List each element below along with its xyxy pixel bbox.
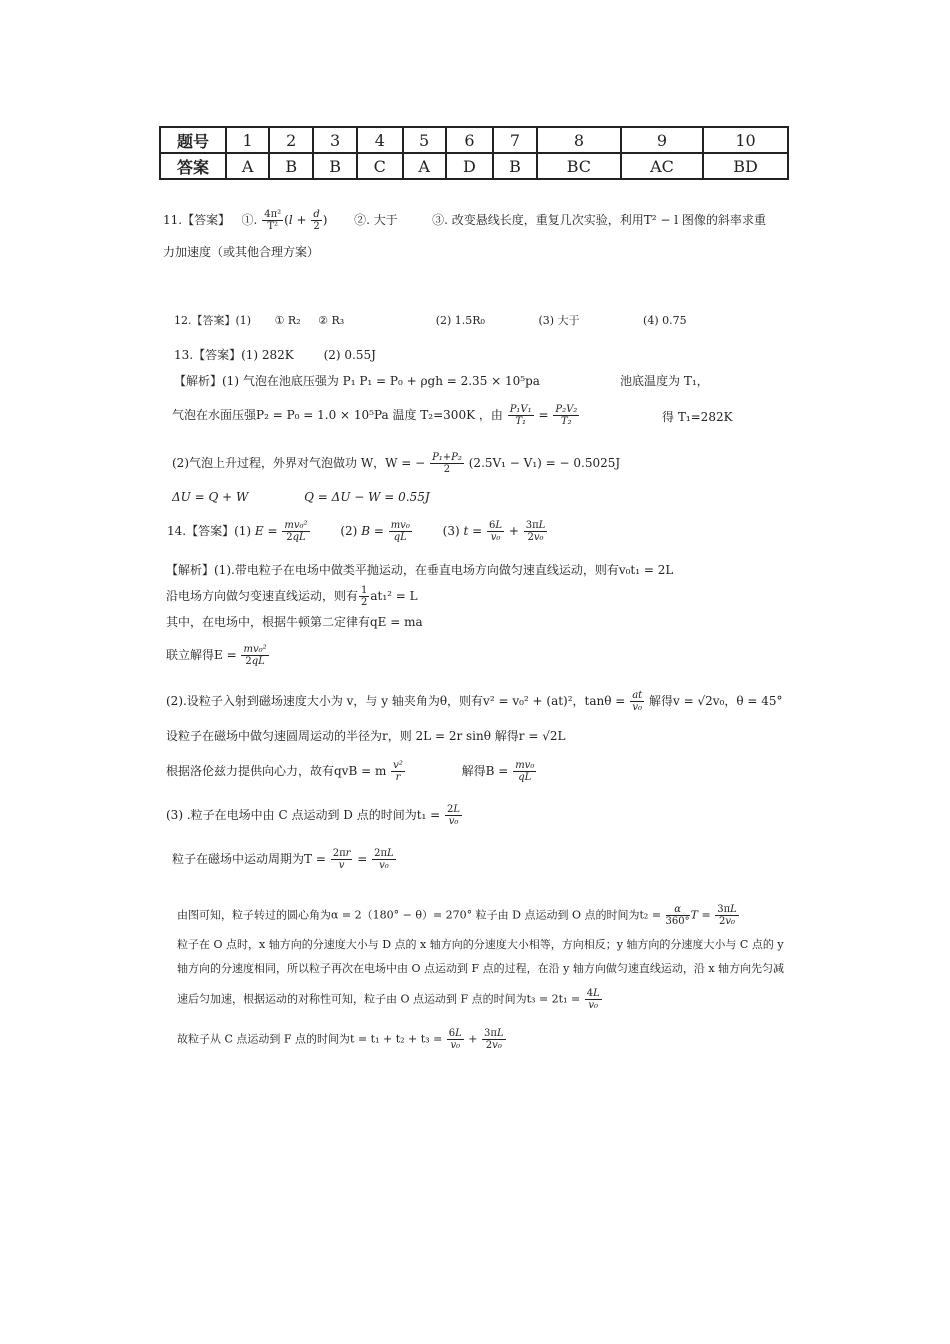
q12-a2: ② R₃ bbox=[318, 314, 345, 327]
q14-ans3: (3) bbox=[442, 524, 460, 538]
table-cell-number: 6 bbox=[446, 127, 493, 153]
table-cell-answer: AC bbox=[621, 153, 703, 179]
q13-line2-right: 得 T₁=282K bbox=[662, 410, 733, 424]
q11-p2: ②. 大于 bbox=[354, 213, 398, 227]
q13-line2: 气泡在水面压强P₂ = P₀ = 1.0 × 10⁵Pa 温度 T₂=300K ，由 $\frac{\text{P₁V₁}}{\text{T₁}}$ = $\frac{\text{P₂V₂}}{\text{T₂}}$ bbox=[172, 404, 578, 427]
q13-line3-text: (2)气泡上升过程，外界对气泡做功 W，W = − bbox=[172, 456, 426, 470]
table-cell-number: 9 bbox=[621, 127, 703, 153]
q14-s4-text: 联立解得E = bbox=[166, 648, 237, 662]
q14-s5-tail: 解得v = √2v₀，θ = 45° bbox=[649, 694, 783, 708]
q12-b: (2) 1.5R₀ bbox=[435, 314, 485, 327]
table-cell-answer: BC bbox=[537, 153, 621, 179]
table-cell-number: 8 bbox=[537, 127, 621, 153]
table-cell-answer: D bbox=[446, 153, 493, 179]
table-cell-answer: C bbox=[357, 153, 402, 179]
q14-s7: 根据洛伦兹力提供向心力，故有qvB = m $\frac{\text{v²}}{r}$ 解得B = $\frac{\text{mv₀}}{qL}$ bbox=[166, 760, 535, 783]
q12-d: (4) 0.75 bbox=[643, 314, 687, 327]
table-cell-answer: A bbox=[226, 153, 269, 179]
q11-formula: $\frac{\text{4π²}}{\text{T²}}$ bbox=[264, 209, 282, 232]
q14-s4: 联立解得E = $\frac{\text{mv₀²}}{2qL}$ bbox=[166, 644, 267, 667]
table-cell-number: 7 bbox=[493, 127, 537, 153]
q13-line1-right: 池底温度为 T₁， bbox=[620, 374, 709, 388]
q12-a1: ① R₂ bbox=[274, 314, 301, 327]
q13-part2: (2) 0.55J bbox=[323, 348, 376, 362]
q14-s13-text: 速后匀加速，根据运动的对称性可知，粒子由 O 点运动到 F 点的时间为t₃ = 2t₁ = bbox=[177, 992, 581, 1006]
q14-s2-tail: at₁² = L bbox=[370, 589, 418, 603]
q14-s2-text: 沿电场方向做匀变速直线运动，则有 bbox=[166, 589, 359, 603]
q14-s2: 沿电场方向做匀变速直线运动，则有 $\frac{1}{2}$ at₁² = L bbox=[166, 585, 418, 608]
q12-line bbox=[174, 312, 687, 328]
q13-line2-text: 气泡在水面压强P₂ = P₀ = 1.0 × 10⁵Pa 温度 T₂=300K ，由 bbox=[172, 408, 503, 422]
q14-ans2: (2) bbox=[340, 524, 358, 538]
q13-label: 13.【答案】(1) 282K bbox=[174, 348, 294, 362]
q13-line3: (2)气泡上升过程，外界对气泡做功 W，W = − $\frac{\text{P₁+P₂}}{2}$ (2.5V₁ − V₁) = − 0.5025J bbox=[172, 452, 621, 475]
table-cell-answer: B bbox=[269, 153, 313, 179]
q14-s7-text: 根据洛伦兹力提供向心力，故有qvB = m bbox=[166, 764, 387, 778]
q11-p3: ③. 改变悬线长度，重复几次实验，利用T² − l 图像的斜率求重 bbox=[432, 213, 766, 227]
q14-s5: (2).设粒子入射到磁场速度大小为 v，与 y 轴夹角为θ，则有v² = v₀² + (at)²，tanθ = $\frac{at}{\text{v₀}}$ 解得v = √2v₀，θ = 45° bbox=[166, 690, 783, 713]
q14-s1: 【解析】(1).带电粒子在电场中做类平抛运动，在垂直电场方向做匀速直线运动，则有v₀t₁ = 2L bbox=[166, 563, 674, 577]
q13-line1: 【解析】(1) 气泡在池底压强为 P₁ P₁ = P₀ + ρgh = 2.35 × 10⁵pa bbox=[174, 374, 540, 388]
q14-s3: 其中，在电场中，根据牛顿第二定律有qE = ma bbox=[166, 615, 423, 629]
table-cell-number: 10 bbox=[703, 127, 788, 153]
q14-s9: 粒子在磁场中运动周期为T = $\frac{2\pi r}{v}$ = $\frac{2\pi L}{\text{v₀}}$ bbox=[172, 848, 394, 871]
q11-line: 11.【答案】 ①. $\frac{\text{4π²}}{\text{T²}}$ (l + $\frac{d}{2}$ ) ②. 大于 ③. 改变悬线长度，重复几次实验，利用T² − l 图像的斜率求重 bbox=[163, 209, 766, 232]
table-cell-answer: B bbox=[313, 153, 357, 179]
q14-label: 14.【答案】(1) bbox=[167, 524, 252, 538]
table-row bbox=[160, 127, 788, 153]
q14-s10: 由图可知，粒子转过的圆心角为α = 2（180° − θ）= 270° 粒子由 D 点运动到 O 点的时间为t₂ = $\frac{\alpha}{360^\circ}$ T = $\frac{3\pi L}{\text{2v₀}}$ bbox=[177, 904, 737, 927]
q13-line3-tail: (2.5V₁ − V₁) = − 0.5025J bbox=[468, 456, 621, 470]
q12-label: 12.【答案】(1) bbox=[174, 314, 252, 327]
q14-s13: 速后匀加速，根据运动的对称性可知，粒子由 O 点运动到 F 点的时间为t₃ = 2t₁ = $\frac{4L}{\text{v₀}}$ bbox=[177, 988, 600, 1011]
q14-s14-text: 故粒子从 C 点运动到 F 点的时间为t = t₁ + t₂ + t₃ = bbox=[177, 1032, 443, 1046]
q13-line4b: Q = ΔU − W = 0.55J bbox=[304, 490, 430, 504]
table-cell-answer: A bbox=[403, 153, 446, 179]
q14-answer: 14.【答案】(1) E = $\frac{\text{mv₀²}}{2qL}$ (2) B = $\frac{\text{mv₀}}{qL}$ (3) t = $\frac{6L}{\text{v₀}}$ + $\frac{3\pi L}{\text{2v₀}}$ bbox=[167, 520, 546, 543]
q12-c: (3) 大于 bbox=[538, 314, 580, 327]
table-cell-number: 1 bbox=[226, 127, 269, 153]
table-cell-answer: B bbox=[493, 153, 537, 179]
q11-p1: ①. bbox=[241, 213, 258, 227]
q13-line4a: ΔU = Q + W bbox=[172, 490, 249, 504]
answer-table bbox=[159, 126, 789, 180]
table-cell-number: 5 bbox=[403, 127, 446, 153]
q14-s10-text: 由图可知，粒子转过的圆心角为α = 2（180° − θ）= 270° 粒子由 D 点运动到 O 点的时间为t₂ = bbox=[177, 908, 662, 922]
q14-s11: 粒子在 O 点时，x 轴方向的分速度大小与 D 点的 x 轴方向的分速度大小相等，方向相反；y 轴方向的分速度大小与 C 点的 y bbox=[177, 938, 784, 951]
q13-answer bbox=[174, 346, 376, 363]
q14-s14: 故粒子从 C 点运动到 F 点的时间为t = t₁ + t₂ + t₃ = $\frac{6L}{\text{v₀}}$ + $\frac{3\pi L}{\text{2v₀}}$ bbox=[177, 1028, 504, 1051]
q14-s7-tail: 解得B = bbox=[461, 764, 509, 778]
table-header-label: 题号 bbox=[160, 127, 226, 153]
table-answer-label: 答案 bbox=[160, 153, 226, 179]
q14-s8: (3) .粒子在电场中由 C 点运动到 D 点的时间为t₁ = $\frac{2L}{\text{v₀}}$ bbox=[166, 804, 461, 827]
q14-s6: 设粒子在磁场中做匀速圆周运动的半径为r，则 2L = 2r sinθ 解得r = √2L bbox=[166, 729, 566, 743]
q14-s8-text: (3) .粒子在电场中由 C 点运动到 D 点的时间为t₁ = bbox=[166, 808, 441, 822]
table-cell-answer: BD bbox=[703, 153, 788, 179]
q11-label: 11.【答案】 bbox=[163, 213, 231, 227]
q14-s12: 轴方向的分速度相同，所以粒子再次在电场中由 O 点运动到 F 点的过程，在沿 y 轴方向做匀速直线运动，沿 x 轴方向先匀减 bbox=[177, 962, 785, 975]
q13-line4 bbox=[172, 490, 430, 504]
table-row bbox=[160, 153, 788, 179]
table-cell-number: 2 bbox=[269, 127, 313, 153]
table-cell-number: 3 bbox=[313, 127, 357, 153]
q14-s9-text: 粒子在磁场中运动周期为T = bbox=[172, 852, 326, 866]
q11-cont: 力加速度（或其他合理方案） bbox=[163, 245, 320, 259]
q14-s5-text: (2).设粒子入射到磁场速度大小为 v，与 y 轴夹角为θ，则有v² = v₀² + (at)²，tanθ = bbox=[166, 694, 626, 708]
table-cell-number: 4 bbox=[357, 127, 402, 153]
